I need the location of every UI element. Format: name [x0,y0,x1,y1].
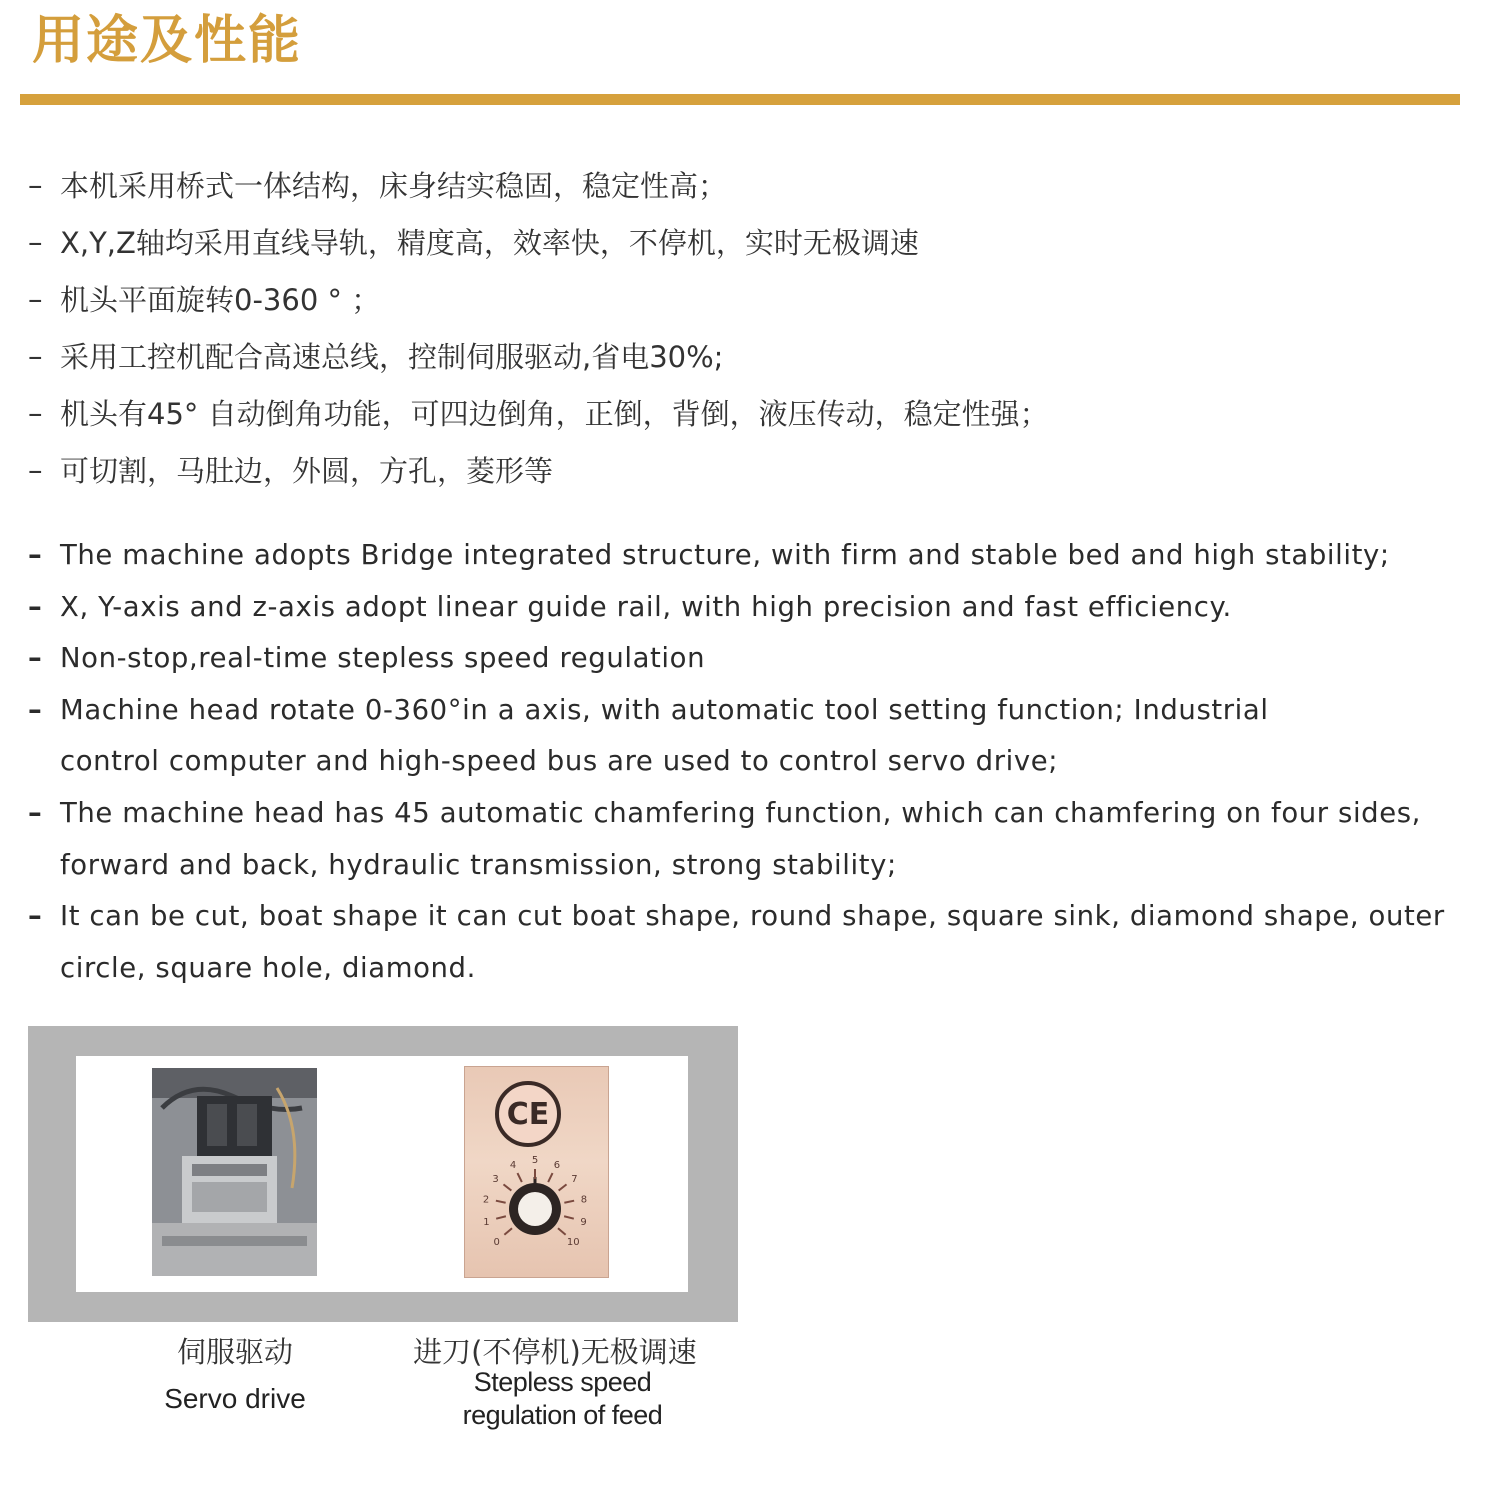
dial-tick [504,1228,512,1234]
feature-en-text-continued: circle, square hole, diamond. [60,951,476,984]
dash-bullet: – [28,452,43,487]
feature-cn-text: 机头平面旋转0-360 ° ； [60,283,381,317]
list-item [28,327,1468,384]
dial-number: 6 [553,1160,561,1172]
feature-cn-text: 本机采用桥式一体结构，床身结实稳固，稳定性高； [60,169,728,203]
ce-mark-icon: CE [495,1081,561,1147]
list-item [28,633,1478,685]
dial-tick [558,1228,566,1234]
list-item [28,530,1478,582]
dash-bullet: – [28,590,43,623]
dial-number: 0 [493,1237,500,1249]
servo-drive-illustration [152,1068,317,1276]
photo-gallery [28,1026,738,1322]
dial-number: 2 [482,1194,490,1206]
heading-divider [20,94,1460,105]
dial-number: 3 [492,1174,499,1186]
dial-tick [559,1184,567,1190]
list-item [28,441,1468,498]
dial-tick [564,1201,574,1203]
dial-number: 7 [571,1174,578,1186]
dial-number: 1 [483,1217,490,1229]
dial-number: 9 [580,1217,587,1229]
list-item [28,270,1468,327]
feature-cn-text: X,Y,Z轴均采用直线导轨，精度高，效率快，不停机，实时无极调速 [60,226,919,260]
dash-bullet: – [28,642,43,675]
servo-drive-photo [152,1068,317,1276]
list-item [28,891,1478,994]
feature-en-text-continued: control computer and high-speed bus are used to control servo drive; [60,745,1059,778]
dial-number: 10 [566,1237,580,1249]
list-item [28,685,1478,788]
feature-cn-text: 采用工控机配合高速总线，控制伺服驱动,省电30%; [60,340,724,374]
dial-tick [496,1201,506,1203]
feed-caption-en-line2: regulation of feed [462,1400,663,1430]
feature-en-text: Machine head rotate 0-360°in a axis, with automatic tool setting function; Industrial [60,693,1269,726]
features-en-list [28,530,1478,994]
servo-caption-cn: 伺服驱动 [176,1335,293,1369]
list-item [28,384,1468,441]
dash-bullet: – [28,539,43,571]
dial-tick [496,1216,506,1218]
dash-bullet: – [28,796,43,829]
feature-en-text: X, Y-axis and z-axis adopt linear guide rail, with high precision and fast efficiency. [60,590,1232,623]
dash-bullet: – [28,338,43,373]
dial-tick [548,1173,552,1182]
list-item [28,582,1478,634]
speed-dial-icon [475,1147,595,1267]
section-heading: 用途及性能 [32,11,303,71]
list-item [28,788,1478,891]
dash-bullet: – [28,693,43,726]
dial-tick [564,1216,574,1218]
dial-tick [517,1173,521,1182]
dash-bullet: – [28,281,43,316]
feature-en-text: The machine head has 45 automatic chamfering function, which can chamfering on four sides, [60,796,1422,829]
features-cn-list [28,156,1468,498]
servo-caption-en: Servo drive [164,1383,306,1414]
feature-cn-text: 机头有45° 自动倒角功能，可四边倒角，正倒，背倒，液压传动，稳定性强； [60,397,1049,431]
list-item [28,156,1468,213]
dash-bullet: – [28,224,43,259]
dial-number: 8 [580,1194,588,1206]
feed-caption-en-line1: Stepless speed [473,1367,652,1397]
feature-cn-text: 可切割，马肚边，外圆，方孔，菱形等 [60,454,554,488]
dash-bullet: – [28,395,43,430]
dial-tick [503,1184,511,1190]
dial-number: 4 [509,1160,517,1172]
gallery-frame [76,1056,688,1292]
feed-caption-cn: 进刀(不停机)无极调速 [413,1335,697,1369]
list-item [28,213,1468,270]
feature-en-text: It can be cut, boat shape it can cut boat shape, round shape, square sink, diamond shape, outer [60,900,1445,933]
feature-en-text: Non-stop,real-time stepless speed regulation [60,642,706,675]
feature-en-text: The machine adopts Bridge integrated structure, with firm and stable bed and high stability; [60,539,1390,571]
dial-number: 5 [531,1155,539,1166]
dash-bullet: – [28,900,43,933]
speed-dial-photo [464,1066,609,1278]
dash-bullet: – [28,167,43,202]
feature-en-text-continued: forward and back, hydraulic transmission, strong stability; [60,848,897,881]
